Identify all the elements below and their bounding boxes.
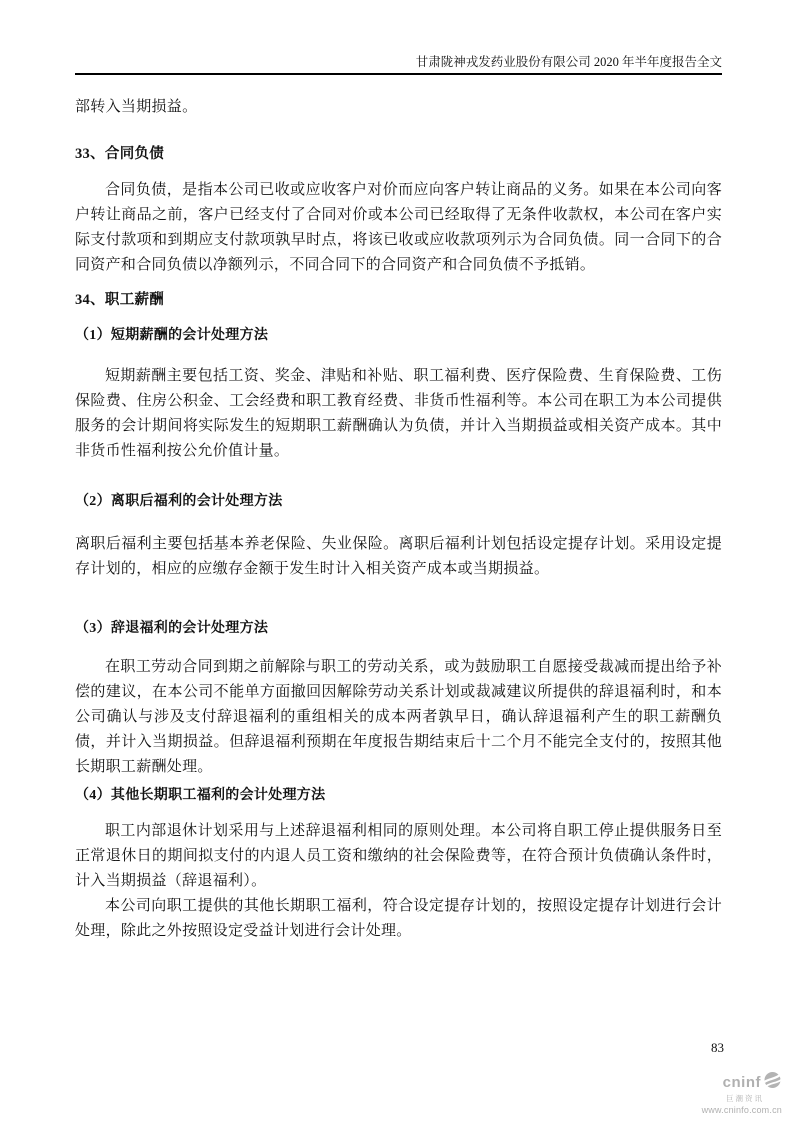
subsection-3-heading: （3）辞退福利的会计处理方法 <box>75 621 269 636</box>
section-34-heading: 34、职工薪酬 <box>75 292 165 308</box>
subsection-4-paragraph-2: 本公司向职工提供的其他长期职工福利，符合设定提存计划的，按照设定提存计划进行会计处理，除此之外按照设定受益计划进行会计处理。 <box>75 898 722 939</box>
cninfo-chinese-name: 巨潮资讯 <box>726 1094 764 1103</box>
subsection-1-heading: （1）短期薪酬的会计处理方法 <box>75 328 269 343</box>
page-header-title: 甘肃陇神戎发药业股份有限公司 2020 年半年度报告全文 <box>75 54 722 75</box>
subsection-3-paragraph: 在职工劳动合同到期之前解除与职工的劳动关系，或为鼓励职工自愿接受裁减而提出给予补偿的建议，在本公司不能单方面撤回因解除劳动关系计划或裁减建议所提供的辞退福利时，和本公司确认与涉及支付辞退福利的重组相关的成本两者孰早日，确认辞退福利产生的职工薪酬负债，并计入当期损益。但辞退福利预期在年度报告期结束后十二个月不能完全支付的，按照其他长期职工薪酬处理。 <box>75 659 722 775</box>
page-number: 83 <box>711 1040 724 1055</box>
subsection-4-paragraph-1: 职工内部退休计划采用与上述辞退福利相同的原则处理。本公司将自职工停止提供服务日至正常退休日的期间拟支付的内退人员工资和缴纳的社会保险费等，在符合预计负债确认条件时，计入当期损益（辞退福利）。 <box>75 823 722 889</box>
cninfo-website-text: www.cninfo.com.cn <box>701 1104 782 1115</box>
cninfo-watermark-logo <box>692 1071 782 1115</box>
subsection-4-heading: （4）其他长期职工福利的会计处理方法 <box>75 788 326 803</box>
cninfo-brand-text: cninf <box>722 1073 761 1091</box>
report-page <box>75 0 722 944</box>
intro-paragraph: 部转入当期损益。 <box>75 99 198 115</box>
cninfo-swirl-icon <box>763 1071 782 1093</box>
subsection-1-paragraph: 短期薪酬主要包括工资、奖金、津贴和补贴、职工福利费、医疗保险费、生育保险费、工伤保险费、住房公积金、工会经费和职工教育经费、非货币性福利等。本公司在职工为本公司提供服务的会计期间将实际发生的短期职工薪酬确认为负债，并计入当期损益或相关资产成本。其中非货币性福利按公允价值计量。 <box>75 368 722 459</box>
subsection-2-heading: （2）离职后福利的会计处理方法 <box>75 494 283 509</box>
section-33-paragraph: 合同负债，是指本公司已收或应收客户对价而应向客户转让商品的义务。如果在本公司向客户转让商品之前，客户已经支付了合同对价或本公司已经取得了无条件收款权，本公司在客户实际支付款项和到期应支付款项孰早时点，将该已收或应收款项列示为合同负债。同一合同下的合同资产和合同负债以净额列示，不同合同下的合同资产和合同负债不予抵销。 <box>75 182 722 273</box>
section-33-heading: 33、合同负债 <box>75 146 165 162</box>
subsection-2-paragraph: 离职后福利主要包括基本养老保险、失业保险。离职后福利计划包括设定提存计划。采用设定提存计划的，相应的应缴存金额于发生时计入相关资产成本或当期损益。 <box>75 536 722 577</box>
